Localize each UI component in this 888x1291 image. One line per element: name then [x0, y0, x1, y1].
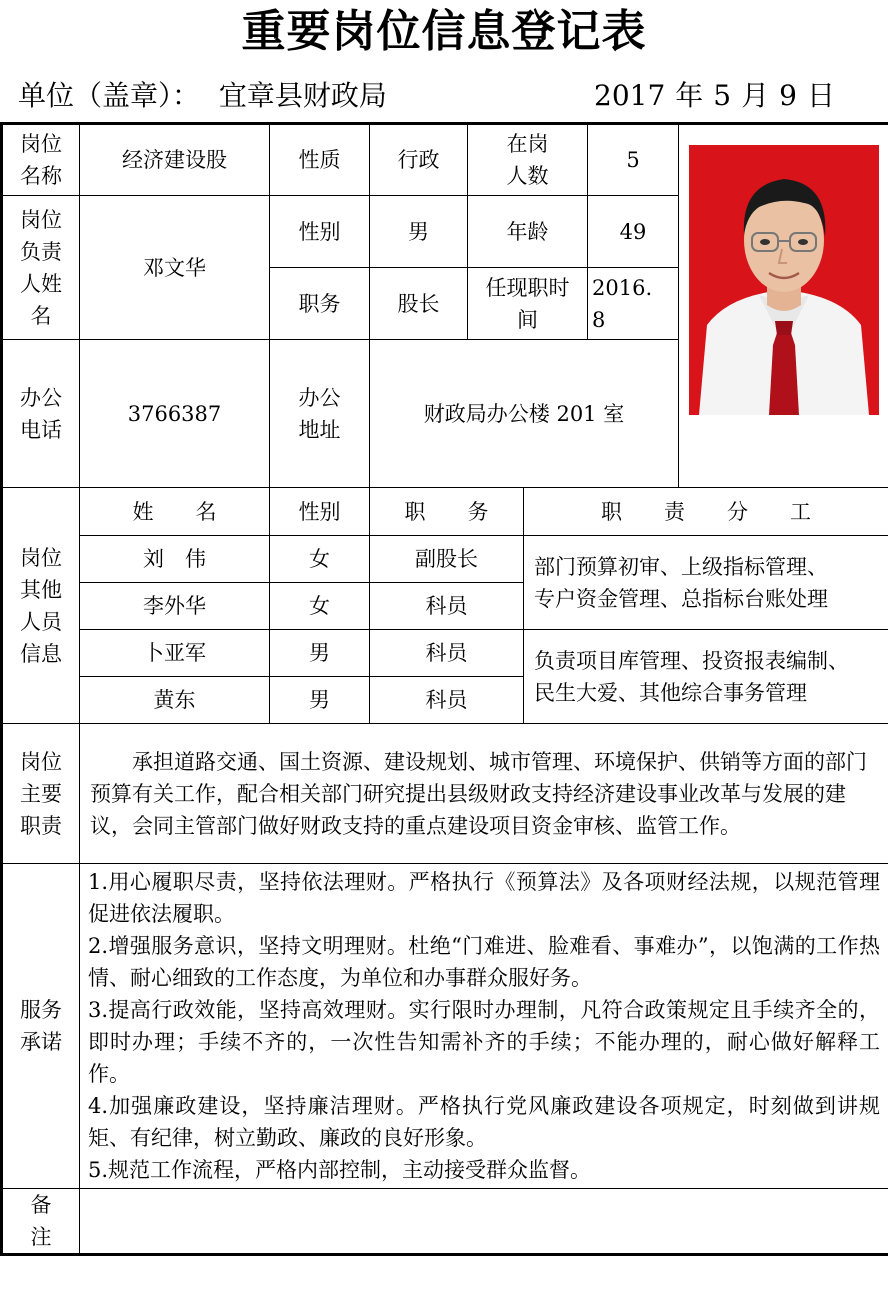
leader-age-value: 49 [588, 196, 679, 268]
col-duties-header: 职 责 分 工 [524, 488, 888, 536]
leader-position-value: 股长 [370, 268, 468, 340]
nature-value: 行政 [370, 124, 468, 196]
photo-cell [679, 124, 888, 488]
form-date [594, 76, 845, 116]
label-gender: 性别 [270, 196, 370, 268]
leader-name-value: 邓文华 [80, 196, 270, 340]
service-item-4: 4.加强廉政建设，坚持廉洁理财。严格执行党风廉政建设各项规定，时刻做到讲规矩、有纪律，树立勤政、廉政的良好形象。 [88, 1094, 880, 1150]
date-month-char: 月 [741, 79, 770, 112]
unit-name: 宜章县财政局 [218, 79, 387, 112]
leader-gender-value: 男 [370, 196, 468, 268]
staff-duties-group-2: 负责项目库管理、投资报表编制、 民生大爱、其他综合事务管理 [524, 630, 888, 724]
label-post-name: 岗位 名称 [2, 124, 80, 196]
service-item-2: 2.增强服务意识，坚持文明理财。杜绝“门难进、脸难看、事难办”，以饱满的工作热情、耐心细致的工作态度，为单位和办事群众服好务。 [88, 934, 880, 990]
service-item-3: 3.提高行政效能，坚持高效理财。实行限时办理制，凡符合政策规定且手续齐全的，即时办理；手续不齐的，一次性告知需补齐的手续；不能办理的，耐心做好解释工作。 [88, 998, 880, 1086]
staff-count-value: 5 [588, 124, 679, 196]
date-month: 5 [713, 79, 732, 112]
leader-photo [689, 145, 879, 415]
office-address-value: 财政局办公楼 201 室 [370, 340, 679, 488]
staff-gender-2: 女 [270, 583, 370, 630]
service-item-5: 5.规范工作流程，严格内部控制，主动接受群众监督。 [88, 1158, 592, 1182]
registration-table [0, 122, 888, 1256]
service-item-1: 1.用心履职尽责，坚持依法理财。严格执行《预算法》及各项财经法规，以规范管理促进依法履职。 [88, 870, 880, 926]
staff-position-3: 科员 [370, 630, 524, 677]
staff-gender-4: 男 [270, 677, 370, 724]
office-phone-value: 3766387 [80, 340, 270, 488]
date-day-char: 日 [806, 79, 835, 112]
staff-name-3: 卜亚军 [80, 630, 270, 677]
staff-name-2: 李外华 [80, 583, 270, 630]
staff-gender-1: 女 [270, 536, 370, 583]
staff-position-1: 副股长 [370, 536, 524, 583]
col-gender-header: 性别 [270, 488, 370, 536]
label-office-phone: 办公 电话 [2, 340, 80, 488]
remarks-value [80, 1189, 888, 1255]
label-leader: 岗位 负责 人姓 名 [2, 196, 80, 340]
label-position: 职务 [270, 268, 370, 340]
date-day: 9 [779, 79, 797, 112]
post-name-value: 经济建设股 [80, 124, 270, 196]
date-year: 2017 [594, 79, 666, 112]
staff-gender-3: 男 [270, 630, 370, 677]
label-main-duties: 岗位 主要 职责 [2, 724, 80, 864]
portrait-image [689, 145, 879, 415]
label-nature: 性质 [270, 124, 370, 196]
main-duties-text: 承担道路交通、国土资源、建设规划、城市管理、环境保护、供销等方面的部门预算有关工作，配合相关部门研究提出县级财政支持经济建设事业改革与发展的建议，会同主管部门做好财政支持的重点建设项目资金审核、监管工作。 [80, 724, 888, 864]
label-office-address: 办公 地址 [270, 340, 370, 488]
staff-position-4: 科员 [370, 677, 524, 724]
service-commitments [80, 864, 888, 1189]
label-age: 年龄 [468, 196, 588, 268]
unit-line [18, 76, 387, 116]
col-name-header: 姓 名 [80, 488, 270, 536]
label-remarks: 备 注 [2, 1189, 80, 1255]
staff-position-2: 科员 [370, 583, 524, 630]
unit-label: 单位（盖章）： [18, 79, 201, 112]
date-year-char: 年 [675, 79, 704, 112]
staff-name-1: 刘 伟 [80, 536, 270, 583]
col-position-header: 职 务 [370, 488, 524, 536]
label-service: 服务 承诺 [2, 864, 80, 1189]
leader-tenure-value: 2016. 8 [588, 268, 679, 340]
form-title: 重要岗位信息登记表 [241, 6, 647, 57]
label-tenure: 任现职时 间 [468, 268, 588, 340]
label-staff-count: 在岗 人数 [468, 124, 588, 196]
staff-duties-group-1: 部门预算初审、上级指标管理、 专户资金管理、总指标台账处理 [524, 536, 888, 630]
label-others: 岗位 其他 人员 信息 [2, 488, 80, 724]
staff-name-4: 黄东 [80, 677, 270, 724]
